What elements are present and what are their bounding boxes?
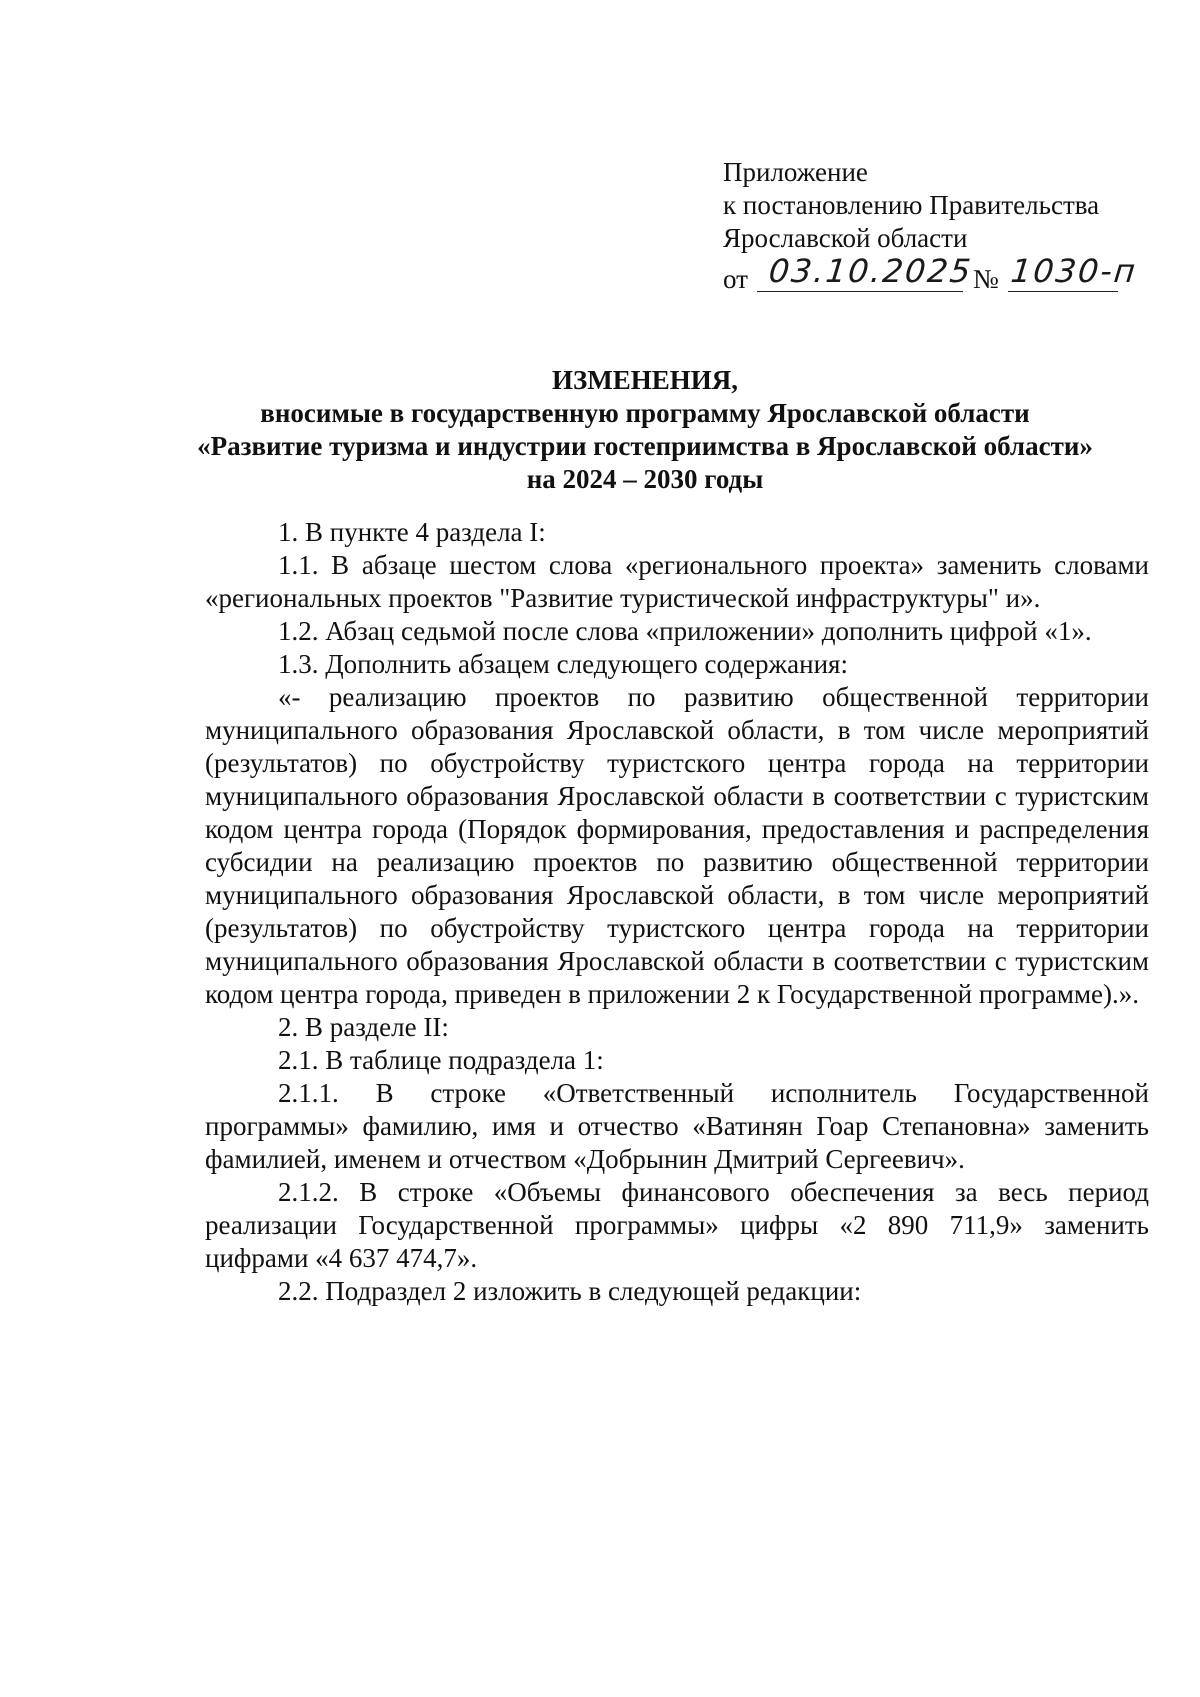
- appendix-label: Приложение: [723, 157, 868, 187]
- date-underline: [757, 291, 963, 292]
- paragraph-2-1-1: 2.1.1. В строке «Ответственный исполнитель Государственной программы» фамилию, имя и отчество «Ватинян Гоар Степановна» заменить фамилией, именем и отчеством «Добрынин Дмитрий Сергеевич».: [205, 1078, 1149, 1174]
- handwritten-number: 1030-п: [1009, 252, 1139, 290]
- paragraph-2: 2. В разделе II:: [278, 1012, 449, 1042]
- paragraph-1: 1. В пункте 4 раздела I:: [278, 517, 546, 547]
- paragraph-1-3: 1.3. Дополнить абзацем следующего содержания:: [278, 649, 848, 679]
- document-title: [150, 364, 1140, 496]
- appendix-decree-ref: к постановлению Правительства: [723, 190, 1100, 220]
- title-line-3: «Развитие туризма и индустрии гостеприимства в Ярославской области»: [197, 431, 1093, 461]
- paragraph-2-1: 2.1. В таблице подраздела 1:: [278, 1045, 604, 1075]
- paragraph-new-clause: «- реализацию проектов по развитию общественной территории муниципального образования Ярославской области, в том числе мероприятий (результатов) по обустройству туристского центра города на территории муниципального образования Ярославской области в соответствии с туристским кодом центра города (Порядок формирования, предоставления и распределения субсидии на реализацию проектов по развитию общественной территории муниципального образования Ярославской области, в том числе мероприятий (результатов) по обустройству туристского центра города на территории муниципального образования Ярославской области в соответствии с туристским кодом центра города, приведен в приложении 2 к Государственной программе).».: [205, 682, 1149, 1009]
- paragraph-2-1-2: 2.1.2. В строке «Объемы финансового обеспечения за весь период реализации Государственной программы» цифры «2 890 711,9» заменить цифрами «4 637 474,7».: [205, 1177, 1149, 1273]
- paragraph-1-2: 1.2. Абзац седьмой после слова «приложении» дополнить цифрой «1».: [278, 616, 1092, 646]
- handwritten-date: 03.10.2025: [767, 252, 975, 290]
- title-line-4: на 2024 – 2030 годы: [526, 464, 764, 494]
- title-line-2: вносимые в государственную программу Ярославской области: [260, 398, 1030, 428]
- appendix-date-number-row: [723, 252, 1183, 295]
- paragraph-2-2: 2.2. Подраздел 2 изложить в следующей редакции:: [278, 1276, 862, 1306]
- date-prefix: от: [723, 264, 748, 294]
- appendix-region: Ярославской области: [723, 223, 968, 253]
- title-heading: ИЗМЕНЕНИЯ,: [551, 365, 738, 395]
- number-prefix: №: [973, 264, 999, 294]
- appendix-header: [723, 156, 1183, 295]
- number-underline: [1008, 291, 1118, 292]
- document-body: [205, 516, 1149, 1308]
- paragraph-1-1: 1.1. В абзаце шестом слова «регионального проекта» заменить словами «региональных проектов "Развитие туристической инфраструктуры" и».: [205, 550, 1149, 613]
